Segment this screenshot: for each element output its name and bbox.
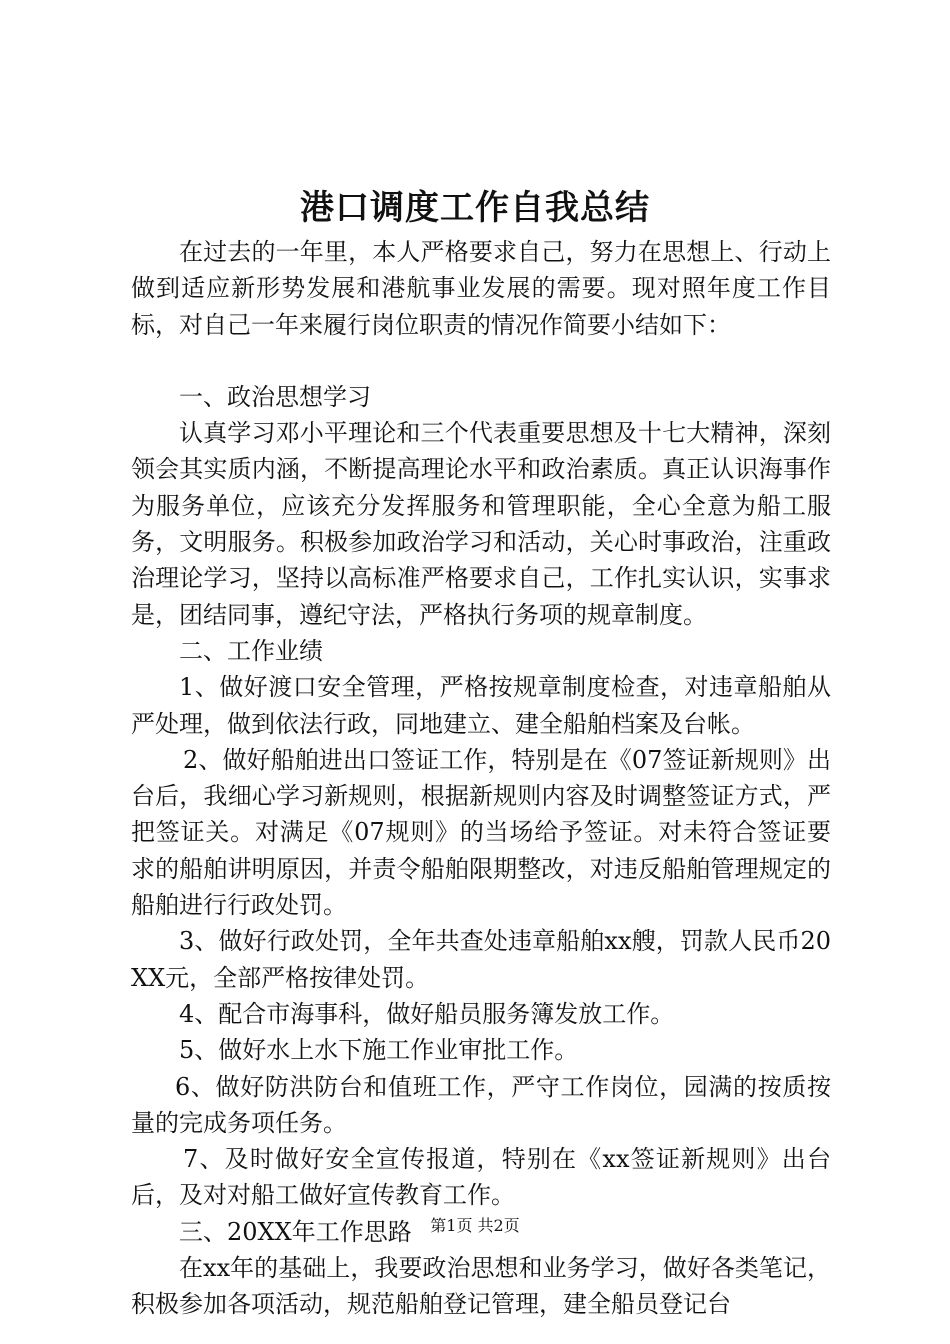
- politics-paragraph: 认真学习邓小平理论和三个代表重要思想及十七大精神，深刻领会其实质内涵，不断提高理论水平和政治素质。真正认识海事作为服务单位，应该充分发挥服务和管理职能，全心全意为船工服务，文明服务。积极参加政治学习和活动，关心时事政治，注重政治理论学习，坚持以高标准严格要求自己，工作扎实认识，实事求是，团结同事，遵纪守法，严格执行务项的规章制度。: [131, 419, 831, 629]
- achievement-item-6: 6、做好防洪防台和值班工作，严守工作岗位，园满的按质按量的完成务项任务。: [131, 1072, 831, 1137]
- achievement-item-5: 5、做好水上水下施工作业审批工作。: [179, 1036, 579, 1065]
- intro-paragraph: 在过去的一年里，本人严格要求自己，努力在思想上、行动上做到适应新形势发展和港航事业发展的需要。现对照年度工作目标，对自己一年来履行岗位职责的情况作简要小结如下：: [131, 238, 831, 339]
- paragraph-gap: [131, 343, 831, 379]
- page-footer: 第1页 共2页: [430, 1216, 520, 1235]
- plan-paragraph: 在xx年的基础上，我要政治思想和业务学习，做好各类笔记，积极参加各项活动，规范船舶登记管理，建全船员登记台: [131, 1254, 831, 1319]
- achievement-item-3: 3、做好行政处罚，全年共查处违章船舶xx艘，罚款人民币20XX元，全部严格按律处罚。: [131, 927, 831, 992]
- document-title: 港口调度工作自我总结: [300, 188, 650, 228]
- section-heading-achievements: 二、工作业绩: [179, 636, 323, 665]
- section-heading-plan: 三、20XX年工作思路: [179, 1217, 412, 1246]
- achievement-item-2: 2、做好船舶进出口签证工作，特别是在《07签证新规则》出台后，我细心学习新规则，根据新规则内容及时调整签证方式，严把签证关。对满足《07规则》的当场给予签证。对未符合签证要求的船舶讲明原因，并责令船舶限期整改，对违反船舶管理规定的船舶进行行政处罚。: [131, 745, 831, 920]
- achievement-item-4: 4、配合市海事科，做好船员服务簿发放工作。: [179, 999, 675, 1028]
- document-body: [131, 234, 831, 1323]
- achievement-item-7: 7、及时做好安全宣传报道，特别在《xx签证新规则》出台后，及对对船工做好宣传教育工作。: [131, 1145, 831, 1210]
- achievement-item-1: 1、做好渡口安全管理，严格按规章制度检查，对违章船舶从严处理，做到依法行政，同地建立、建全船舶档案及台帐。: [131, 673, 831, 738]
- section-heading-politics: 一、政治思想学习: [179, 382, 371, 411]
